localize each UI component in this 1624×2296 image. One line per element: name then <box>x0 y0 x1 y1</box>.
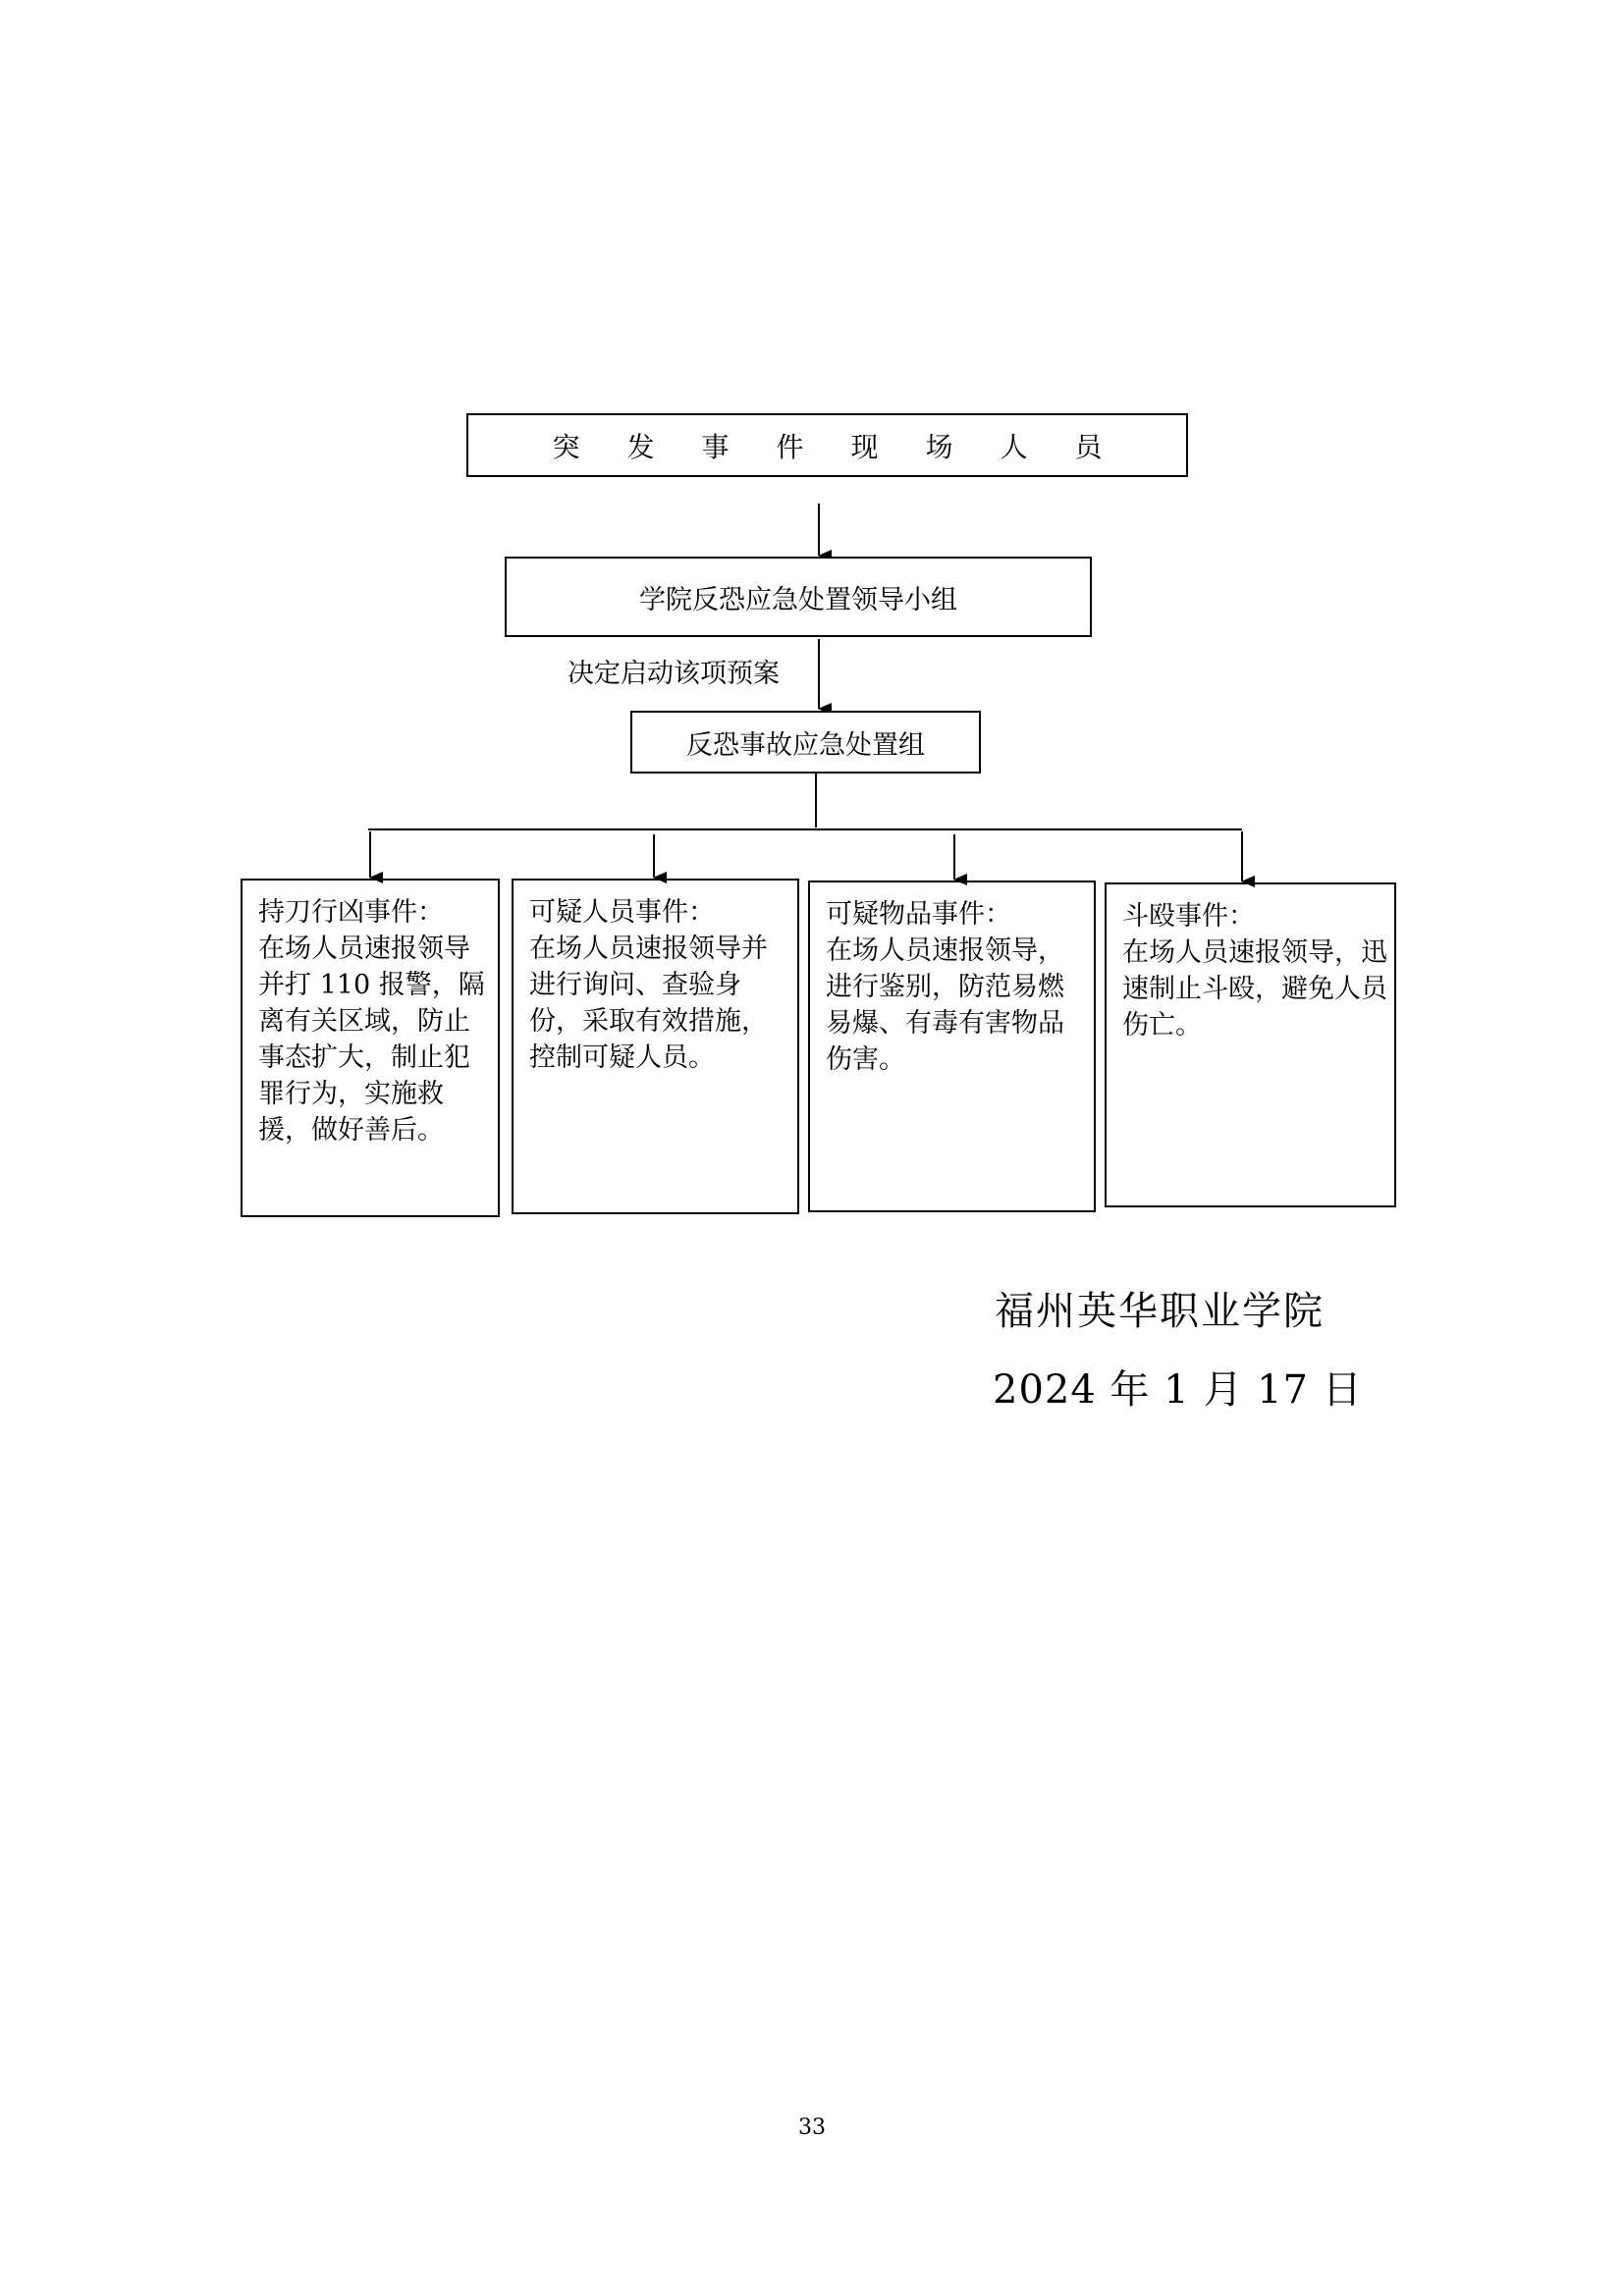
branch-fight <box>1105 882 1396 1207</box>
node-onsite-personnel-label: 突发事件现场人员 <box>552 430 1150 463</box>
branch-body: 在场人员速报领导并进行询问、查验身份，采取有效措施，控制可疑人员。 <box>529 934 768 1073</box>
node-onsite-personnel <box>466 413 1188 477</box>
issue-date: 2024 年 1 月 17 日 <box>993 1367 1363 1413</box>
organization-name: 福州英华职业学院 <box>995 1289 1325 1334</box>
branch-body: 在场人员速报领导并打 110 报警，隔离有关区域，防止事态扩大，制止犯罪行为，实施救援，做好善后。 <box>258 934 485 1146</box>
branch-suspicious-item <box>808 881 1096 1212</box>
branch-knife-attack <box>241 879 500 1217</box>
branch-title: 可疑人员事件： <box>529 897 715 928</box>
node-response-group-label: 反恐事故应急处置组 <box>686 729 925 761</box>
branch-suspicious-person <box>512 879 799 1214</box>
node-leadership-group <box>505 557 1092 637</box>
node-leadership-group-label: 学院反恐应急处置领导小组 <box>639 584 957 615</box>
decision-label: 决定启动该项预案 <box>568 659 780 689</box>
branch-body: 在场人员速报领导，迅速制止斗殴，避免人员伤亡。 <box>1122 937 1387 1041</box>
page-number: 33 <box>798 2115 826 2140</box>
branch-title: 可疑物品事件： <box>826 899 1011 930</box>
branch-title: 持刀行凶事件： <box>258 897 444 928</box>
node-response-group <box>630 711 981 774</box>
branch-body: 在场人员速报领导，进行鉴别，防范易燃易爆、有毒有害物品伤害。 <box>826 935 1064 1075</box>
branch-title: 斗殴事件： <box>1122 901 1255 932</box>
